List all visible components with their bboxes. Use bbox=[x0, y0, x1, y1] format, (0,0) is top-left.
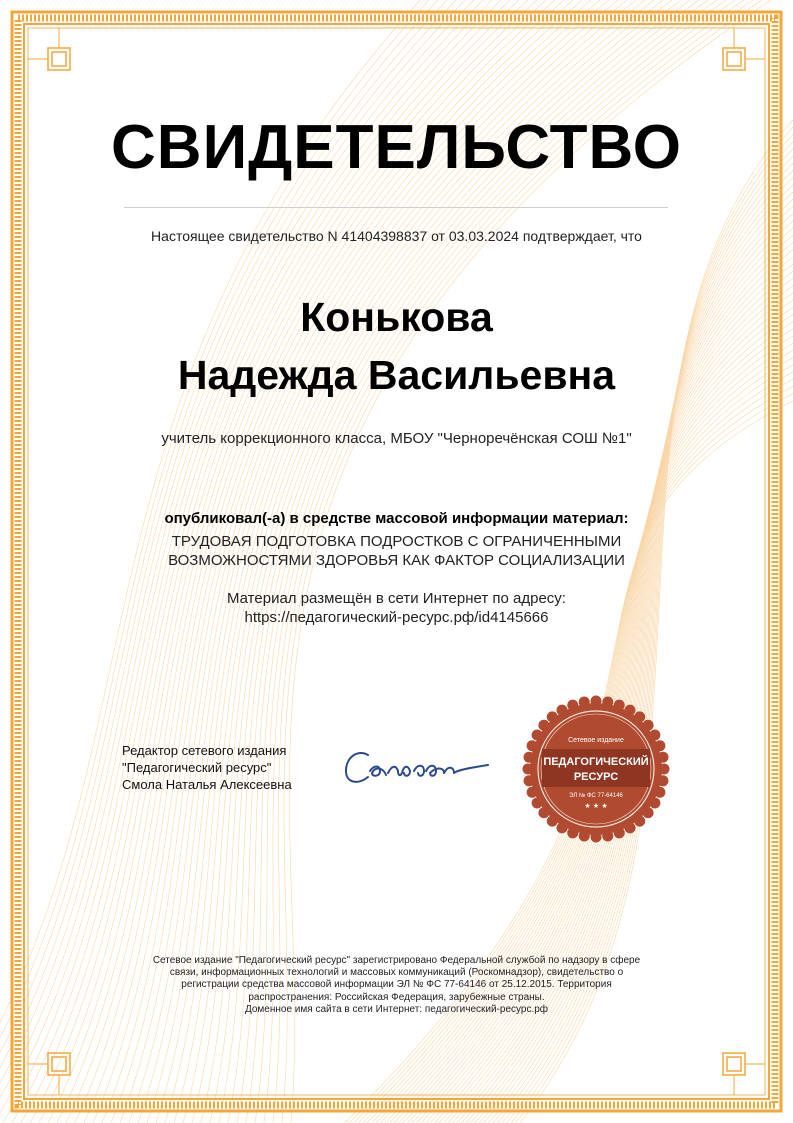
footer-line: регистрации средства массовой информации ЭЛ № ФС 77-64146 от 25.12.2015. Территория bbox=[181, 979, 612, 991]
material-title bbox=[0, 532, 793, 570]
seal-registration: ЭЛ № ФС 77-64146 bbox=[569, 793, 623, 799]
editor-block bbox=[122, 742, 292, 793]
certificate-intro: Настоящее свидетельство N 41404398837 от 03.03.2024 подтверждает, что bbox=[151, 228, 642, 244]
title-divider bbox=[124, 207, 668, 208]
recipient-given-names: Надежда Васильевна bbox=[177, 352, 616, 398]
seal-main-line: ПЕДАГОГИЧЕСКИЙ bbox=[543, 756, 649, 768]
editor-signature bbox=[340, 735, 495, 795]
recipient-position: учитель коррекционного класса, МБОУ "Черноречёнская СОШ №1" bbox=[161, 430, 632, 447]
material-title-line: ТРУДОВАЯ ПОДГОТОВКА ПОДРОСТКОВ С ОГРАНИЧЕННЫМИ bbox=[171, 533, 622, 550]
editor-role: Редактор сетевого издания bbox=[122, 743, 287, 758]
seal-main-line: РЕСУРС bbox=[573, 771, 619, 783]
footer-line: распространения: Российская Федерация, зарубежные страны. bbox=[248, 991, 545, 1003]
material-title-line: ВОЗМОЖНОСТЯМИ ЗДОРОВЬЯ КАК ФАКТОР СОЦИАЛИЗАЦИИ bbox=[168, 552, 625, 569]
published-label: опубликовал(-а) в средстве массовой информации материал: bbox=[164, 510, 629, 527]
certificate-title: СВИДЕТЕЛЬСТВО bbox=[111, 113, 682, 182]
footer-line: Сетевое издание "Педагогический ресурс" зарегистрировано Федеральной службой по надзору в сфере bbox=[152, 955, 641, 966]
editor-name: Смола Наталья Алексеевна bbox=[122, 777, 292, 792]
registration-footer bbox=[0, 955, 793, 1016]
editor-publication: "Педагогический ресурс" bbox=[122, 760, 272, 775]
seal-stars: ★ ★ ★ bbox=[584, 802, 608, 810]
recipient-surname: Конькова bbox=[300, 294, 493, 340]
footer-line: связи, информационных технологий и массовых коммуникаций (Роскомнадзор), свидетельство о bbox=[169, 967, 624, 979]
footer-line: Доменное имя сайта в сети Интернет: педагогический-ресурс.рф bbox=[244, 1003, 549, 1015]
material-address bbox=[0, 589, 793, 627]
address-label: Материал размещён в сети Интернет по адресу: bbox=[227, 590, 566, 607]
seal-top-text: Сетевое издание bbox=[568, 737, 624, 744]
publisher-seal bbox=[522, 695, 670, 843]
address-link[interactable]: https://педагогический-ресурс.рф/id4145666 bbox=[244, 609, 549, 626]
